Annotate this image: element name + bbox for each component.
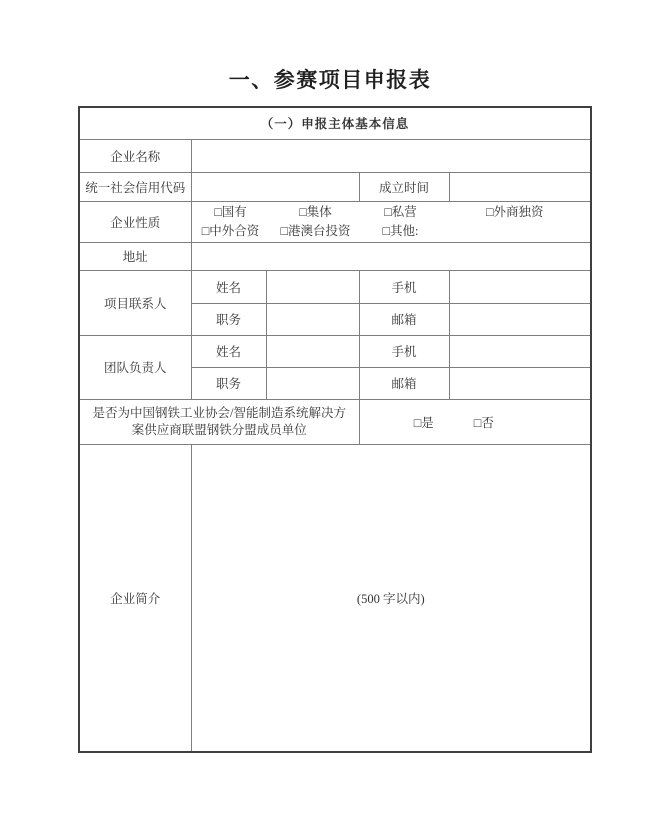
leader-position-input-cell[interactable] [266, 367, 359, 399]
company-profile-input-cell[interactable] [191, 444, 591, 752]
checkbox-icon: □ [214, 204, 222, 219]
nature-option-label: 国有 [221, 204, 247, 219]
contact-email-label: 邮箱 [359, 303, 449, 335]
nature-option-label: 外商独资 [493, 204, 544, 219]
application-form-table [78, 106, 592, 753]
nature-option-label: 私营 [391, 204, 417, 219]
nature-options-line1 [192, 203, 591, 222]
nature-option-other[interactable] [362, 222, 440, 241]
contact-mobile-input-cell[interactable] [449, 270, 591, 303]
contact-name-input-cell[interactable] [266, 270, 359, 303]
checkbox-icon: □ [299, 204, 307, 219]
address-label: 地址 [79, 242, 191, 270]
section-header: （一）申报主体基本信息 [79, 107, 591, 139]
address-input-cell[interactable] [191, 242, 591, 270]
nature-option-label: 中外合资 [209, 223, 260, 238]
nature-option-private[interactable] [362, 203, 440, 222]
membership-yes-label: 是 [421, 415, 434, 430]
enterprise-nature-label: 企业性质 [79, 201, 191, 242]
contact-name-label: 姓名 [191, 270, 266, 303]
project-contact-label: 项目联系人 [79, 270, 191, 335]
membership-no-option[interactable] [474, 413, 494, 431]
nature-option-state-owned[interactable] [192, 203, 270, 222]
checkbox-icon: □ [382, 223, 391, 238]
leader-mobile-input-cell[interactable] [449, 335, 591, 367]
team-leader-label: 团队负责人 [79, 335, 191, 399]
page-title: 一、参赛项目申报表 [228, 68, 432, 92]
checkbox-icon: □ [201, 223, 210, 238]
nature-option-label: 港澳台投资 [288, 223, 351, 238]
contact-position-label: 职务 [191, 303, 266, 335]
established-date-input-cell[interactable] [449, 172, 591, 201]
nature-option-hk-macao-taiwan[interactable] [270, 222, 362, 241]
membership-question-line1: 是否为中国钢铁工业协会/智能制造系统解决方 [92, 405, 346, 420]
membership-question-line2: 案供应商联盟钢铁分盟成员单位 [131, 422, 307, 437]
contact-mobile-label: 手机 [359, 270, 449, 303]
nature-option-joint-venture[interactable] [192, 222, 270, 241]
established-date-label: 成立时间 [359, 172, 449, 201]
nature-option-label: 集体 [306, 204, 332, 219]
credit-code-input-cell[interactable] [191, 172, 359, 201]
leader-position-label: 职务 [191, 367, 266, 399]
checkbox-icon: □ [413, 415, 422, 430]
checkbox-icon: □ [473, 415, 482, 430]
nature-option-foreign-owned[interactable] [440, 203, 591, 222]
company-name-input-cell[interactable] [191, 139, 591, 172]
credit-code-label: 统一社会信用代码 [79, 172, 191, 201]
checkbox-icon: □ [485, 204, 494, 219]
leader-mobile-label: 手机 [359, 335, 449, 367]
membership-yes-option[interactable] [414, 413, 434, 431]
nature-options-line2 [192, 222, 591, 241]
leader-email-label: 邮箱 [359, 367, 449, 399]
company-name-label: 企业名称 [79, 139, 191, 172]
enterprise-nature-options-cell [191, 201, 591, 242]
membership-question [79, 399, 359, 444]
company-profile-label: 企业简介 [79, 444, 191, 752]
contact-email-input-cell[interactable] [449, 303, 591, 335]
checkbox-icon: □ [384, 204, 392, 219]
checkbox-icon: □ [280, 223, 289, 238]
membership-no-label: 否 [481, 415, 494, 430]
membership-answer-cell [359, 399, 591, 444]
nature-option-collective[interactable] [270, 203, 362, 222]
leader-name-label: 姓名 [191, 335, 266, 367]
company-profile-hint: (500 字以内) [356, 591, 425, 606]
contact-position-input-cell[interactable] [266, 303, 359, 335]
leader-name-input-cell[interactable] [266, 335, 359, 367]
leader-email-input-cell[interactable] [449, 367, 591, 399]
nature-option-label: 其他: [390, 223, 419, 238]
